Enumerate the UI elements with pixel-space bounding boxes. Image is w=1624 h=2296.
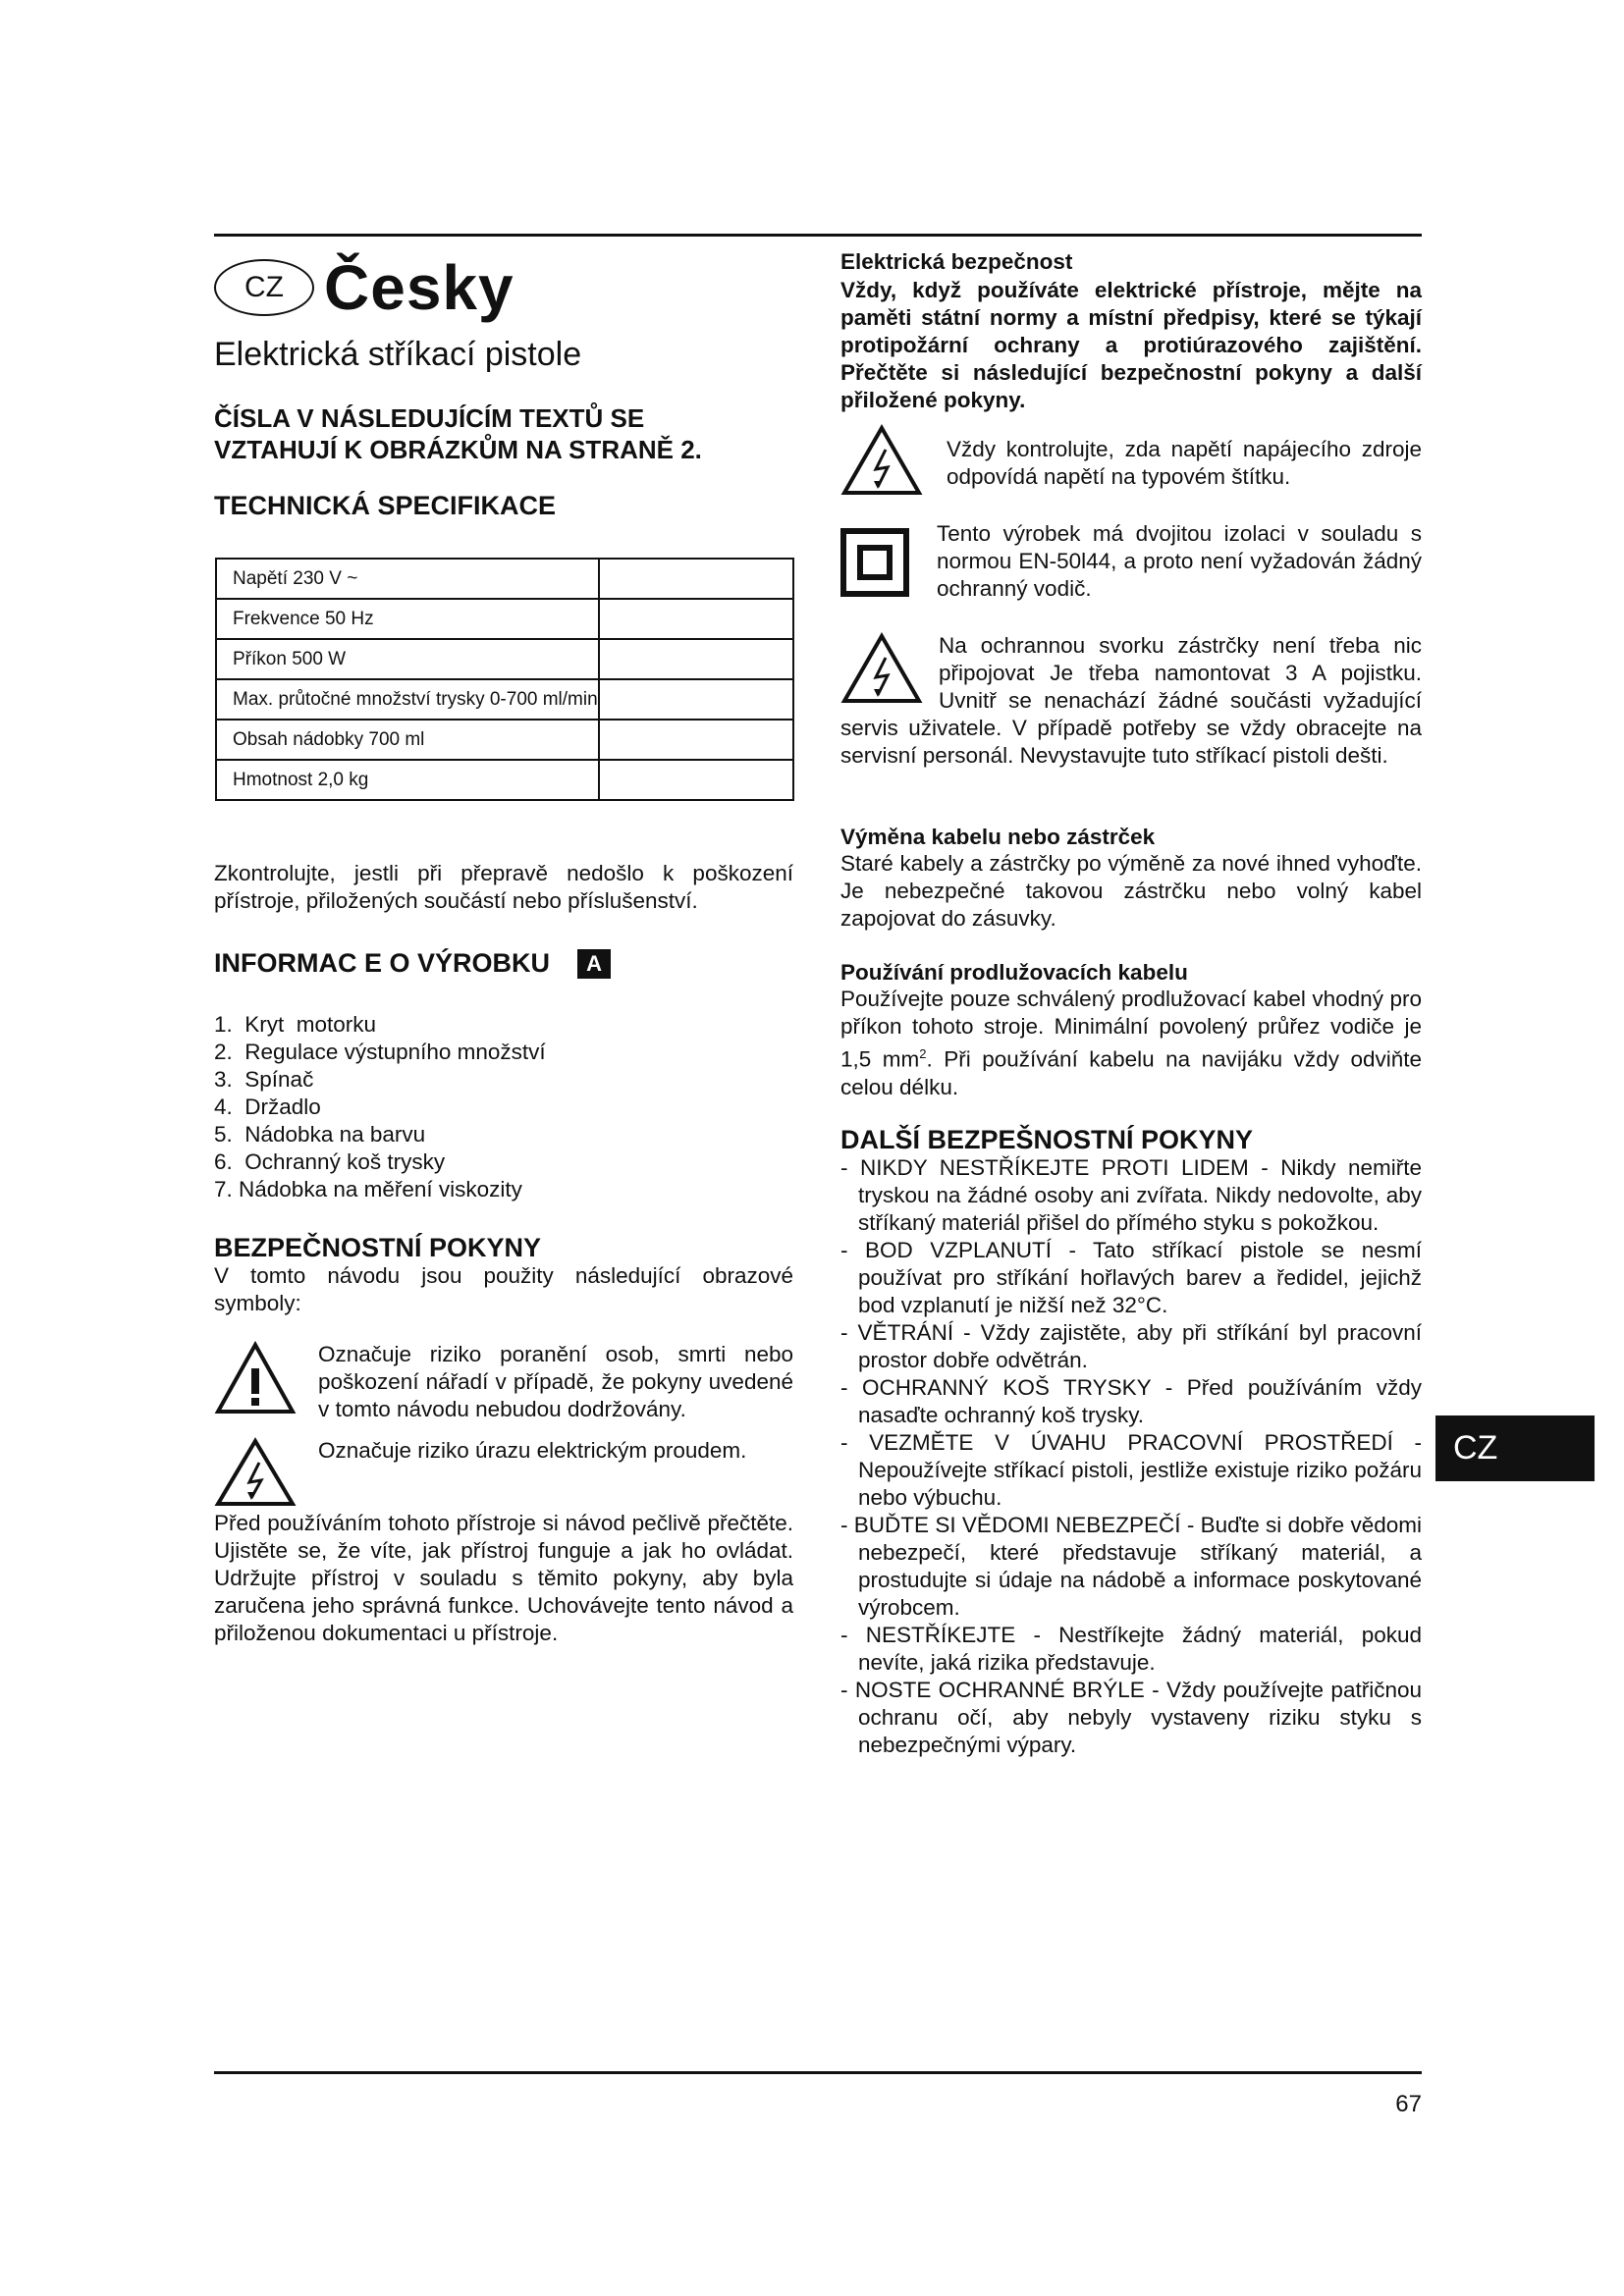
language-code-badge: CZ xyxy=(214,259,314,316)
cable-replacement-heading: Výměna kabelu nebo zástrček xyxy=(840,825,1156,849)
further-safety-heading: DALŠÍ BEZPEŠNOSTNÍ POKYNY xyxy=(840,1125,1254,1154)
safety-heading: BEZPEČNOSTNÍ POKYNY xyxy=(214,1233,542,1262)
ground-note-text: Na ochrannou svorku zástrčky není třeba nic připojovat Je třeba namontovat 3 A pojistku. Uvnitř se nenachází žádné součásti vyžadující servis uživatele. V případě potřeby se vždy obracejte na servisní personál. Nevystavujte tuto stříkací pistoli dešti. xyxy=(840,633,1422,768)
double-insulation-text: Tento výrobek má dvojitou izolaci v souladu s normou EN-50l44, a proto není vyžadován žádný ochranný vodič. xyxy=(937,521,1422,601)
parts-list xyxy=(214,1011,546,1203)
tech-spec-table xyxy=(215,558,794,801)
table-row xyxy=(216,679,793,720)
spec-empty-cell xyxy=(599,639,793,679)
spec-cell: Frekvence 50 Hz xyxy=(216,599,599,639)
page-number: 67 xyxy=(1395,2091,1422,2117)
transport-check-text: Zkontrolujte, jestli při přepravě nedošlo k poškození přístroje, přiložených součástí nebo příslušenství. xyxy=(214,861,793,913)
list-item: 3. Spínač xyxy=(214,1067,314,1092)
safety-intro: V tomto návodu jsou použity následující obrazové symboly: xyxy=(214,1263,793,1315)
table-row xyxy=(216,720,793,760)
ground-note-block xyxy=(840,632,1422,770)
top-rule xyxy=(214,234,1422,237)
table-row xyxy=(216,639,793,679)
spec-empty-cell xyxy=(599,679,793,720)
list-item: 4. Držadlo xyxy=(214,1095,321,1119)
general-warning-text: Označuje riziko poranění osob, smrti nebo poškození nářadí v případě, že pokyny uvedené v tomto návodu nebudou dodržovány. xyxy=(318,1342,793,1421)
figure-reference-line-1: ČÍSLA V NÁSLEDUJÍCÍM TEXTŮ SE xyxy=(214,403,645,433)
spec-empty-cell xyxy=(599,720,793,760)
list-item: - NESTŘÍKEJTE - Nestříkejte žádný materiál, pokud nevíte, jaká rizika představuje. xyxy=(840,1623,1422,1675)
tech-spec-heading: TECHNICKÁ SPECIFIKACE xyxy=(214,491,557,520)
list-item: - NIKDY NESTŘÍKEJTE PROTI LIDEM - Nikdy nemiřte tryskou na žádné osoby ani zvířata. Nikdy nedovolte, aby stříkaný materiál přišel do přímého styku s pokožkou. xyxy=(840,1155,1422,1235)
list-item: - OCHRANNÝ KOŠ TRYSKY - Před používáním vždy nasaďte ochranný koš trysky. xyxy=(840,1375,1422,1427)
spec-cell: Hmotnost 2,0 kg xyxy=(216,760,599,800)
electric-warning-text: Označuje riziko úrazu elektrickým proudem. xyxy=(318,1438,747,1463)
electric-hazard-icon xyxy=(840,424,947,502)
electric-hazard-icon xyxy=(840,632,939,715)
spec-cell: Příkon 500 W xyxy=(216,639,599,679)
list-item: 6. Ochranný koš trysky xyxy=(214,1149,446,1174)
document-title: Elektrická stříkací pistole xyxy=(214,336,582,373)
voltage-note-row xyxy=(840,424,1422,502)
list-item: - BOD VZPLANUTÍ - Tato stříkací pistole se nesmí používat pro stříkání hořlavých barev a ředidel, jejichž bod vzplanutí je nižší než 32°C. xyxy=(840,1238,1422,1317)
list-item: 1. Kryt motorku xyxy=(214,1012,377,1037)
list-item: - NOSTE OCHRANNÉ BRÝLE - Vždy používejte patřičnou ochranu očí, aby nebyly vystaveny riziku styku s nebezpečnými výpary. xyxy=(840,1678,1422,1757)
spec-cell: Obsah nádobky 700 ml xyxy=(216,720,599,760)
product-info-heading-text: INFORMAC E O VÝROBKU xyxy=(214,948,551,978)
double-insulation-icon xyxy=(840,520,937,603)
language-header xyxy=(214,243,514,332)
table-row xyxy=(216,599,793,639)
product-info-heading xyxy=(214,948,611,979)
spec-empty-cell xyxy=(599,559,793,599)
double-insulation-row xyxy=(840,520,1422,603)
further-safety-list xyxy=(840,1154,1422,1759)
figure-reference-line-2: VZTAHUJÍ K OBRÁZKŮM NA STRANĚ 2. xyxy=(214,435,702,464)
extension-cable-text xyxy=(840,986,1422,1101)
before-use-text: Před používáním tohoto přístroje si návod pečlivě přečtěte. Ujistěte se, že víte, jak přístroj funguje a jak ho ovládat. Udržujte přístroj v souladu s těmito pokyny, aby byla zaručena jeho správná funkce. Uchovávejte tento návod a přiloženou dokumentaci u přístroje. xyxy=(214,1511,793,1645)
bottom-rule xyxy=(214,2071,1422,2074)
electric-warning-row xyxy=(214,1437,793,1513)
table-row xyxy=(216,559,793,599)
cable-replacement-text: Staré kabely a zástrčky po výměně za nové ihned vyhoďte. Je nebezpečné takovou zástrčku nebo volný kabel zapojovat do zásuvky. xyxy=(840,851,1422,931)
table-row xyxy=(216,760,793,800)
list-item: 5. Nádobka na barvu xyxy=(214,1122,426,1147)
list-item: 7. Nádobka na měření viskozity xyxy=(214,1177,522,1201)
list-item: - VĚTRÁNÍ - Vždy zajistěte, aby při stříkání byl pracovní prostor dobře odvětrán. xyxy=(840,1320,1422,1372)
spec-empty-cell xyxy=(599,760,793,800)
warning-triangle-icon xyxy=(214,1341,318,1423)
electrical-safety-heading: Elektrická bezpečnost xyxy=(840,249,1073,274)
spec-cell: Max. průtočné množství trysky 0-700 ml/min xyxy=(216,679,599,720)
electric-hazard-icon xyxy=(214,1437,318,1513)
spec-cell: Napětí 230 V ~ xyxy=(216,559,599,599)
list-item: 2. Regulace výstupního množství xyxy=(214,1040,546,1064)
spec-empty-cell xyxy=(599,599,793,639)
voltage-note-text: Vždy kontrolujte, zda napětí napájecího zdroje odpovídá napětí na typovém štítku. xyxy=(947,437,1422,489)
list-item: - BUĎTE SI VĚDOMI NEBEZPEČÍ - Buďte si dobře vědomi nebezpečí, které představuje stříkaný materiál, a prostudujte si údaje na nádobě a informace poskytované výrobcem. xyxy=(840,1513,1422,1620)
list-item: - VEZMĚTE V ÚVAHU PRACOVNÍ PROSTŘEDÍ -Nepoužívejte stříkací pistoli, jestliže existuje riziko požáru nebo výbuchu. xyxy=(840,1430,1422,1510)
electrical-safety-intro: Vždy, když používáte elektrické přístroje, mějte na paměti státní normy a místní předpisy, které se týkají protipožární ochrany a protiúrazového zajištění. Přečtěte si následující bezpečnostní pokyny a další přiložené pokyny. xyxy=(840,278,1422,412)
figure-reference-note xyxy=(214,402,702,465)
general-warning-row xyxy=(214,1341,793,1423)
extension-text-part-1: Používejte pouze schválený prodlužovací kabel vhodný pro příkon tohoto stroje. Minimální povolený průřez vodiče je 1,5 mm xyxy=(840,987,1422,1072)
language-side-tab: CZ xyxy=(1435,1415,1595,1481)
figure-a-badge: A xyxy=(577,949,611,979)
extension-superscript: 2 xyxy=(919,1046,927,1061)
language-title: Česky xyxy=(324,252,514,323)
extension-text-part-2: . Při používání kabelu na navijáku vždy odviňte celou délku. xyxy=(840,1046,1422,1099)
extension-cable-heading: Používání prodlužovacích kabelu xyxy=(840,960,1188,985)
